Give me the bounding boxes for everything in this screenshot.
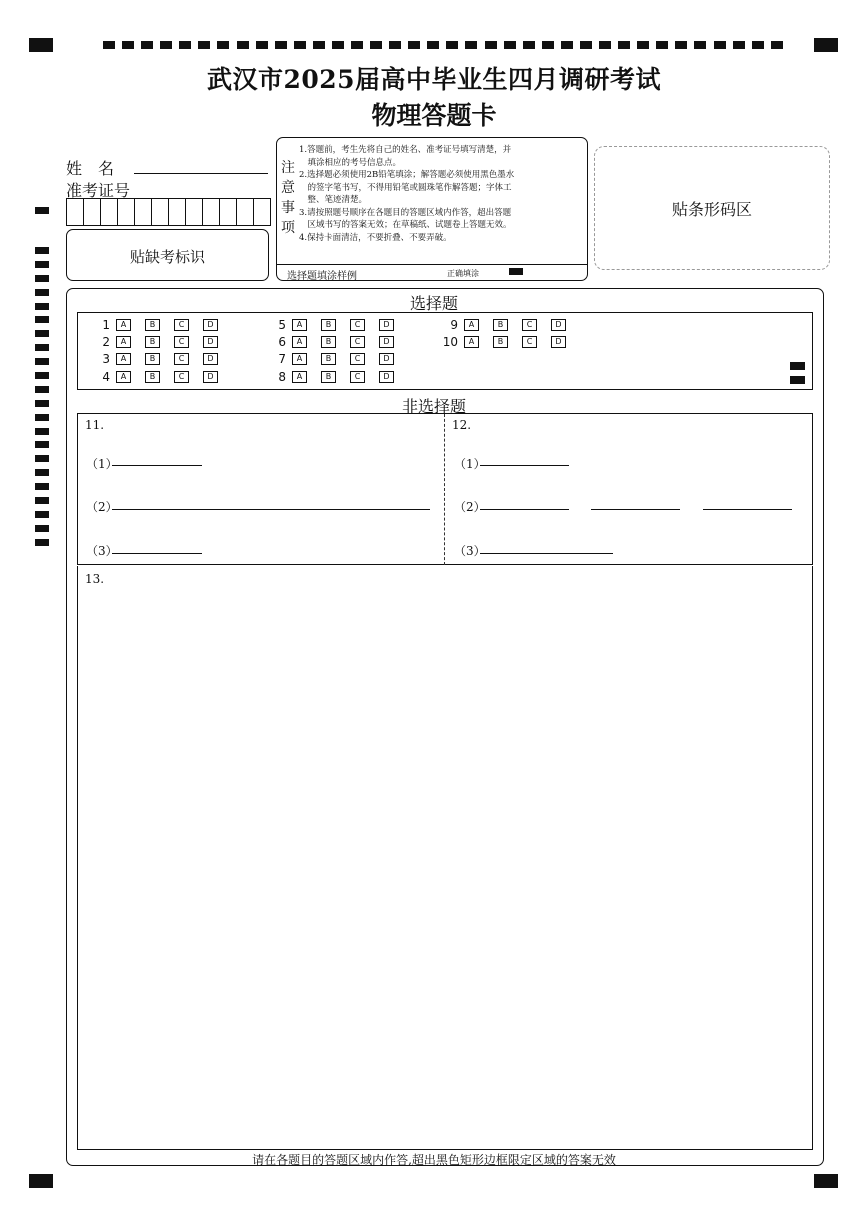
option-bubble-c[interactable]: C <box>174 319 189 331</box>
id-digit-cell[interactable] <box>220 199 237 225</box>
q12-part-2-label: （2） <box>454 500 486 514</box>
timing-mark <box>351 41 363 49</box>
timing-mark <box>771 41 783 49</box>
id-digit-cell[interactable] <box>237 199 254 225</box>
timing-mark <box>141 41 153 49</box>
option-bubble-d[interactable]: D <box>203 371 218 383</box>
timing-mark <box>294 41 306 49</box>
timing-mark <box>370 41 382 49</box>
nonchoice-section <box>77 413 813 565</box>
timing-mark <box>237 41 249 49</box>
timing-mark <box>256 41 268 49</box>
q11-part-3-label: （3） <box>86 544 118 558</box>
exam-title: 武汉市2025届高中毕业生四月调研考试 <box>206 65 662 94</box>
notice-item: 1.答题前，考生先将自己的姓名、准考证号填写清楚，并 <box>299 145 512 155</box>
corner-mark-top-left <box>29 38 53 52</box>
notice-item: 整、笔迹清楚。 <box>299 195 368 205</box>
timing-mark <box>35 511 49 518</box>
corner-mark-bottom-right <box>814 1174 838 1188</box>
choice-section-title: 选择题 <box>409 294 458 313</box>
timing-mark <box>465 41 477 49</box>
id-digit-cell[interactable] <box>67 199 84 225</box>
option-bubble-c[interactable]: C <box>522 336 537 348</box>
timing-mark <box>35 358 49 365</box>
timing-mark <box>446 41 458 49</box>
choice-black-mark <box>790 362 805 370</box>
question-number: 7 <box>278 352 286 366</box>
timing-mark <box>408 41 420 49</box>
barcode-area <box>594 146 830 270</box>
question-number: 10 <box>442 335 458 349</box>
choice-question-9 <box>440 319 580 331</box>
timing-mark <box>35 372 49 379</box>
notice-item: 3.请按照题号顺序在各题目的答题区域内作答，超出答题 <box>299 207 512 218</box>
option-bubble-d[interactable]: D <box>551 319 566 331</box>
side-mark-single <box>35 207 49 214</box>
notice-list <box>299 144 585 244</box>
fill-sample-label: 选择题填涂样例 <box>287 271 357 282</box>
timing-mark <box>35 539 49 546</box>
timing-mark <box>694 41 706 49</box>
option-bubble-c[interactable]: C <box>174 353 189 365</box>
timing-mark <box>35 261 49 268</box>
option-bubble-c[interactable]: C <box>174 371 189 383</box>
choice-question-10 <box>436 336 580 348</box>
question-number: 9 <box>450 318 458 332</box>
notice-item: 区域书写的答案无效；在草稿纸、试题卷上答题无效。 <box>299 220 512 230</box>
absence-mark-label: 贴缺考标识 <box>129 248 205 266</box>
timing-mark <box>637 41 649 49</box>
option-bubble-c[interactable]: C <box>350 353 365 365</box>
id-digit-cell[interactable] <box>135 199 152 225</box>
question-13-label: 13. <box>85 572 105 586</box>
correct-fill-sample <box>509 268 523 275</box>
timing-mark <box>103 41 115 49</box>
question-number: 4 <box>102 370 110 384</box>
option-bubble-b[interactable]: B <box>321 353 336 365</box>
timing-mark <box>313 41 325 49</box>
q11-part-1-answer[interactable] <box>112 465 202 466</box>
name-field[interactable] <box>134 173 268 174</box>
timing-mark <box>599 41 611 49</box>
timing-mark <box>580 41 592 49</box>
timing-mark <box>523 41 535 49</box>
choice-black-mark <box>790 376 805 384</box>
timing-mark <box>35 428 49 435</box>
option-bubble-a[interactable]: A <box>464 336 479 348</box>
timing-mark <box>35 344 49 351</box>
option-bubble-a[interactable]: A <box>292 336 307 348</box>
choice-question-3 <box>92 353 232 365</box>
option-bubble-c[interactable]: C <box>350 336 365 348</box>
choice-question-7 <box>268 353 408 365</box>
notice-heading-char: 项 <box>281 220 295 236</box>
notice-item: 2.选择题必须使用2B铅笔填涂；解答题必须使用黑色墨水 <box>299 170 515 180</box>
option-bubble-d[interactable]: D <box>203 319 218 331</box>
timing-mark <box>35 525 49 532</box>
option-bubble-c[interactable]: C <box>350 319 365 331</box>
timing-mark <box>35 275 49 282</box>
option-bubble-c[interactable]: C <box>522 319 537 331</box>
choice-question-4 <box>92 371 232 383</box>
question-number: 3 <box>102 352 110 366</box>
timing-mark <box>618 41 630 49</box>
timing-mark <box>35 316 49 323</box>
option-bubble-b[interactable]: B <box>321 371 336 383</box>
timing-mark <box>275 41 287 49</box>
notice-divider <box>277 264 587 265</box>
choice-question-8 <box>268 371 408 383</box>
choice-question-5 <box>268 319 408 331</box>
q11-part-1-label: （1） <box>86 457 118 471</box>
option-bubble-a[interactable]: A <box>116 353 131 365</box>
option-bubble-a[interactable]: A <box>116 319 131 331</box>
notice-heading-char: 注 <box>281 160 295 176</box>
barcode-label: 贴条形码区 <box>671 200 752 219</box>
q12-part-2-answer-c[interactable] <box>703 509 792 510</box>
option-bubble-d[interactable]: D <box>379 353 394 365</box>
q12-part-1-answer[interactable] <box>480 465 569 466</box>
timing-mark <box>35 497 49 504</box>
notice-heading-char: 意 <box>281 180 295 196</box>
option-bubble-d[interactable]: D <box>379 336 394 348</box>
timing-mark <box>122 41 134 49</box>
option-bubble-b[interactable]: B <box>493 319 508 331</box>
option-bubble-b[interactable]: B <box>145 371 160 383</box>
timing-mark <box>389 41 401 49</box>
timing-mark <box>35 330 49 337</box>
timing-mark <box>656 41 668 49</box>
option-bubble-a[interactable]: A <box>292 371 307 383</box>
notice-item: 的签字笔书写，不得用铅笔或圆珠笔作解答题；字体工 <box>299 182 512 193</box>
q11-part-3-answer[interactable] <box>112 553 202 554</box>
notice-item: 填涂相应的考号信息点。 <box>299 157 402 168</box>
timing-mark <box>332 41 344 49</box>
id-label: 准考证号 <box>66 181 131 200</box>
timing-mark <box>427 41 439 49</box>
timing-mark <box>35 455 49 462</box>
option-bubble-b[interactable]: B <box>145 353 160 365</box>
option-bubble-a[interactable]: A <box>116 371 131 383</box>
q12-part-3-label: （3） <box>454 544 486 558</box>
option-bubble-d[interactable]: D <box>203 336 218 348</box>
timing-mark <box>217 41 229 49</box>
timing-mark <box>714 41 726 49</box>
option-bubble-d[interactable]: D <box>379 371 394 383</box>
choice-question-6 <box>268 336 408 348</box>
nonchoice-section-title: 非选择题 <box>401 397 466 416</box>
q12-part-1-label: （1） <box>454 457 486 471</box>
q12-part-2-answer-a[interactable] <box>480 509 569 510</box>
timing-mark <box>485 41 497 49</box>
top-timing-marks <box>103 41 783 49</box>
timing-mark <box>504 41 516 49</box>
question-12-label: 12. <box>452 418 472 432</box>
q12-part-3-answer[interactable] <box>480 553 613 554</box>
option-bubble-b[interactable]: B <box>493 336 508 348</box>
timing-mark <box>35 247 49 254</box>
question-number: 1 <box>102 318 110 332</box>
question-13-area[interactable] <box>77 566 813 1150</box>
card-title: 物理答题卡 <box>371 101 497 130</box>
q11-part-2-answer[interactable] <box>112 509 430 510</box>
timing-mark <box>160 41 172 49</box>
option-bubble-c[interactable]: C <box>350 371 365 383</box>
id-digit-cell[interactable] <box>186 199 203 225</box>
correct-fill-label: 正确填涂 <box>447 269 479 278</box>
option-bubble-d[interactable]: D <box>203 353 218 365</box>
id-number-grid[interactable] <box>66 198 271 226</box>
timing-mark <box>542 41 554 49</box>
timing-mark <box>35 469 49 476</box>
option-bubble-a[interactable]: A <box>464 319 479 331</box>
question-11-label: 11. <box>85 418 105 432</box>
name-label: 姓 名 <box>66 159 115 178</box>
choice-question-1 <box>92 319 232 331</box>
choice-question-2 <box>92 336 232 348</box>
option-bubble-c[interactable]: C <box>174 336 189 348</box>
option-bubble-b[interactable]: B <box>145 319 160 331</box>
corner-mark-top-right <box>814 38 838 52</box>
id-digit-cell[interactable] <box>169 199 186 225</box>
timing-mark <box>35 483 49 490</box>
option-bubble-b[interactable]: B <box>145 336 160 348</box>
notice-box <box>276 137 588 281</box>
id-digit-cell[interactable] <box>84 199 101 225</box>
option-bubble-d[interactable]: D <box>551 336 566 348</box>
absence-mark-box <box>66 229 269 281</box>
question-number: 2 <box>102 335 110 349</box>
question-number: 5 <box>278 318 286 332</box>
id-digit-cell[interactable] <box>254 199 270 225</box>
timing-mark <box>561 41 573 49</box>
timing-mark <box>35 441 49 448</box>
option-bubble-a[interactable]: A <box>292 353 307 365</box>
timing-mark <box>35 386 49 393</box>
option-bubble-b[interactable]: B <box>321 319 336 331</box>
id-digit-cell[interactable] <box>152 199 169 225</box>
timing-mark <box>675 41 687 49</box>
corner-mark-bottom-left <box>29 1174 53 1188</box>
q12-part-2-answer-b[interactable] <box>591 509 680 510</box>
question-divider <box>444 414 445 565</box>
notice-item: 4.保持卡面清洁，不要折叠、不要弄破。 <box>299 232 452 243</box>
timing-mark <box>198 41 210 49</box>
option-bubble-d[interactable]: D <box>379 319 394 331</box>
question-number: 8 <box>278 370 286 384</box>
id-digit-cell[interactable] <box>203 199 220 225</box>
notice-heading-char: 事 <box>281 200 295 216</box>
id-digit-cell[interactable] <box>118 199 135 225</box>
timing-mark <box>733 41 745 49</box>
footer-note: 请在各题目的答题区域内作答,超出黑色矩形边框限定区域的答案无效 <box>252 1153 616 1167</box>
timing-mark <box>752 41 764 49</box>
timing-mark <box>179 41 191 49</box>
option-bubble-b[interactable]: B <box>321 336 336 348</box>
notice-heading <box>281 158 297 238</box>
option-bubble-a[interactable]: A <box>292 319 307 331</box>
q11-part-2-label: （2） <box>86 500 118 514</box>
id-digit-cell[interactable] <box>101 199 118 225</box>
option-bubble-a[interactable]: A <box>116 336 131 348</box>
question-number: 6 <box>278 335 286 349</box>
